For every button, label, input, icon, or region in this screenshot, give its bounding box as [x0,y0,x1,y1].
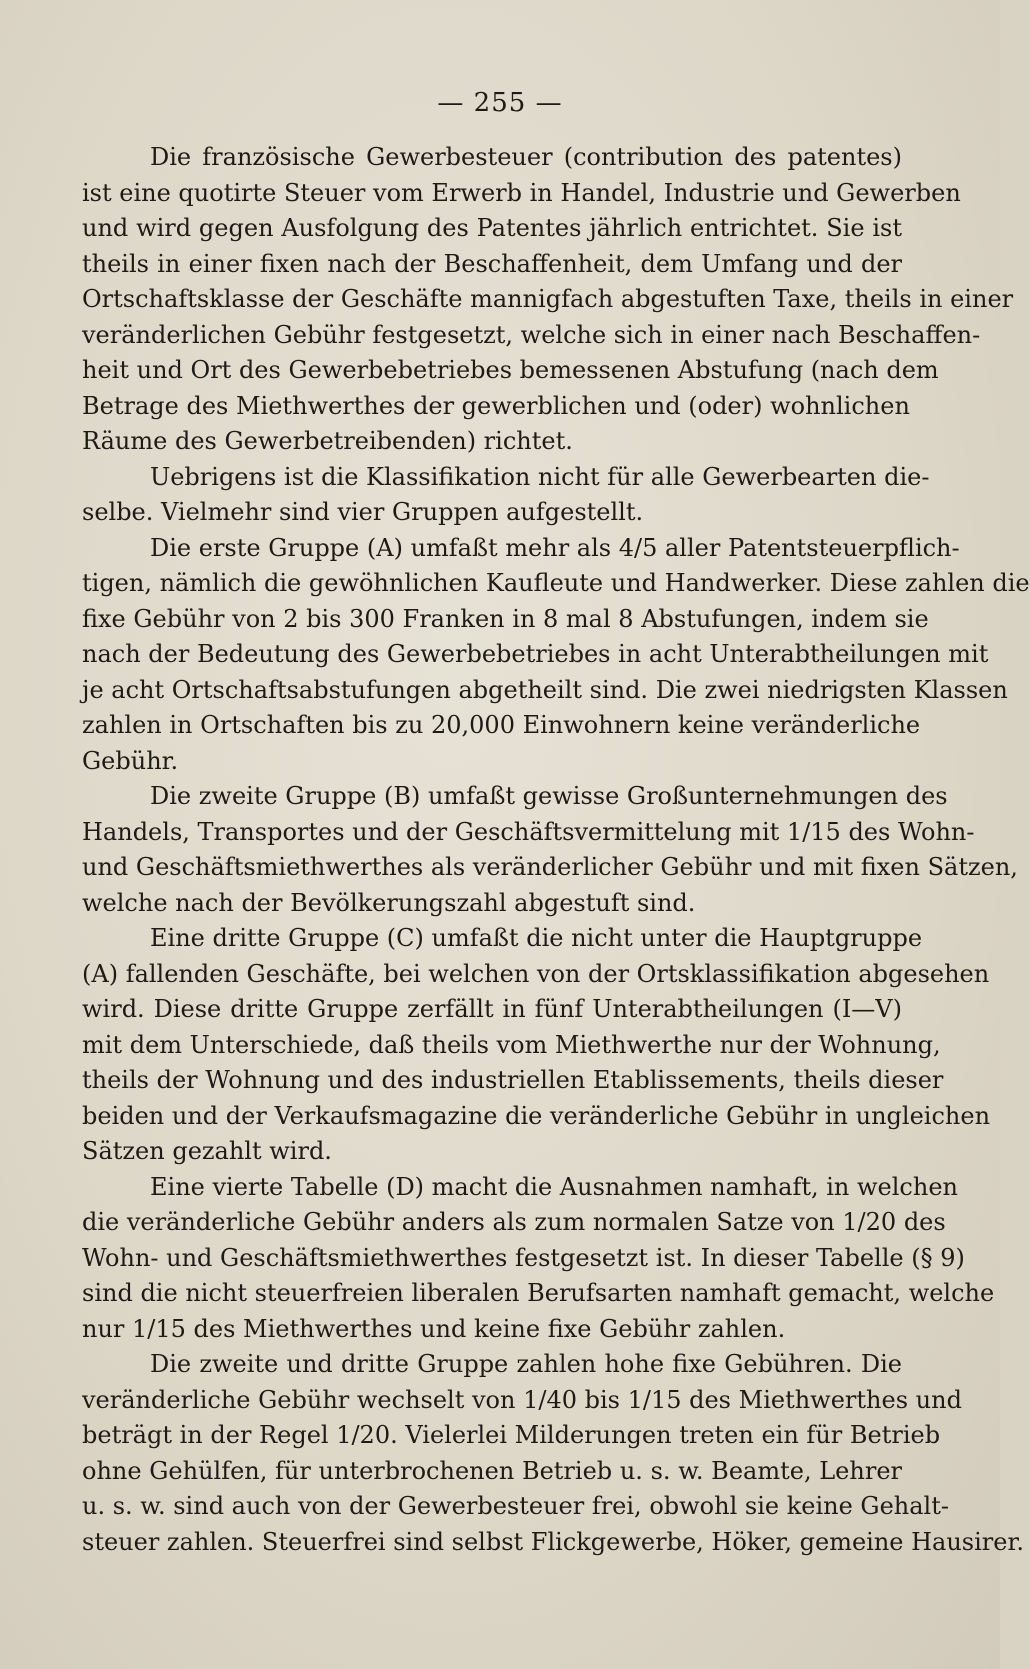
text-line: Betrage des Miethwerthes der gewerblichen und (oder) wohnlichen [82,391,910,420]
text-line: und Geschäftsmiethwerthes als veränderlicher Gebühr und mit fixen Sätzen, [82,853,1018,881]
text-line: theils der Wohnung und des industriellen Etablissements, theils dieser [82,1066,944,1094]
text-line: je acht Ortschaftsabstufungen abgetheilt sind. Die zwei niedrigsten Klassen [82,675,1008,704]
paragraph [82,531,1030,780]
text-line: welche nach der Bevölkerungszahl abgestuft sind. [82,888,696,917]
text-line: veränderliche Gebühr wechselt von 1/40 bis 1/15 des Miethwerthes und [82,1385,962,1414]
text-line: heit und Ort des Gewerbebetriebes bemessenen Abstufung (nach dem [82,356,939,384]
text-line: sind die nicht steuerfreien liberalen Berufsarten namhaft gemacht, welche [82,1279,995,1307]
paragraph [82,1347,1024,1560]
paragraph [82,140,1014,460]
text-line: (A) fallenden Geschäfte, bei welchen von der Ortsklassifikation abgesehen [82,959,990,988]
paragraph [82,1170,995,1348]
text-line: Handels, Transportes und der Geschäftsvermittelung mit 1/15 des Wohn- [82,817,975,846]
text-line: zahlen in Ortschaften bis zu 20,000 Einwohnern keine veränderliche [82,711,921,739]
text-line: Die erste Gruppe (A) umfaßt mehr als 4/5 aller Patentsteuerpflich- [150,533,960,562]
text-line: und wird gegen Ausfolgung des Patentes jährlich entrichtet. Sie ist [82,214,902,242]
text-line: Ortschaftsklasse der Geschäfte mannigfach abgestuften Taxe, theils in einer [82,285,1014,313]
page-number: — 255 — [437,88,563,118]
text-line: mit dem Unterschiede, daß theils vom Miethwerthe nur der Wohnung, [82,1030,941,1059]
text-line: veränderlichen Gebühr festgesetzt, welche sich in einer nach Beschaffen- [82,320,981,349]
text-line: Räume des Gewerbetreibenden) richtet. [82,427,573,455]
text-line: selbe. Vielmehr sind vier Gruppen aufgestellt. [82,498,644,526]
text-line: beträgt in der Regel 1/20. Vielerlei Milderungen treten ein für Betrieb [82,1421,941,1449]
text-line: Wohn- und Geschäftsmiethwerthes festgesetzt ist. In dieser Tabelle (§ 9) [82,1243,965,1272]
text-line: Sätzen gezahlt wird. [82,1137,332,1165]
body-text [82,140,1030,1560]
text-line: theils in einer fixen nach der Beschaffenheit, dem Umfang und der [82,249,902,278]
text-line: wird. Diese dritte Gruppe zerfällt in fünf Unterabtheilungen (I—V) [82,995,902,1023]
text-line: Gebühr. [82,746,179,775]
paragraph [82,779,1018,921]
paragraph [82,921,991,1170]
text-line: tigen, nämlich die gewöhnlichen Kaufleute und Handwerker. Diese zahlen die [82,569,1030,597]
text-line: nur 1/15 des Miethwerthes und keine fixe Gebühr zahlen. [82,1314,786,1343]
paragraph [82,460,930,531]
text-line: Die zweite und dritte Gruppe zahlen hohe fixe Gebühren. Die [150,1350,902,1378]
text-line: Die französische Gewerbesteuer (contribution des patentes) [150,143,902,171]
text-line: ist eine quotirte Steuer vom Erwerb in Handel, Industrie und Gewerben [82,178,961,207]
text-line: Eine vierte Tabelle (D) macht die Ausnahmen namhaft, in welchen [150,1172,958,1201]
text-line: die veränderliche Gebühr anders als zum normalen Satze von 1/20 des [82,1208,946,1236]
text-line: u. s. w. sind auch von der Gewerbesteuer frei, obwohl sie keine Gehalt- [82,1492,949,1520]
text-line: beiden und der Verkaufsmagazine die veränderliche Gebühr in ungleichen [82,1101,991,1130]
text-line: ohne Gehülfen, für unterbrochenen Betrieb u. s. w. Beamte, Lehrer [82,1456,902,1485]
text-line: Eine dritte Gruppe (C) umfaßt die nicht unter die Hauptgruppe [150,924,923,952]
text-line: fixe Gebühr von 2 bis 300 Franken in 8 mal 8 Abstufungen, indem sie [82,604,929,633]
text-line: nach der Bedeutung des Gewerbebetriebes in acht Unterabtheilungen mit [82,640,989,668]
text-line: Die zweite Gruppe (B) umfaßt gewisse Großunternehmungen des [150,782,948,810]
text-line: Uebrigens ist die Klassifikation nicht für alle Gewerbearten die- [150,462,930,491]
text-line: steuer zahlen. Steuerfrei sind selbst Flickgewerbe, Höker, gemeine Hausirer. [82,1527,1024,1556]
